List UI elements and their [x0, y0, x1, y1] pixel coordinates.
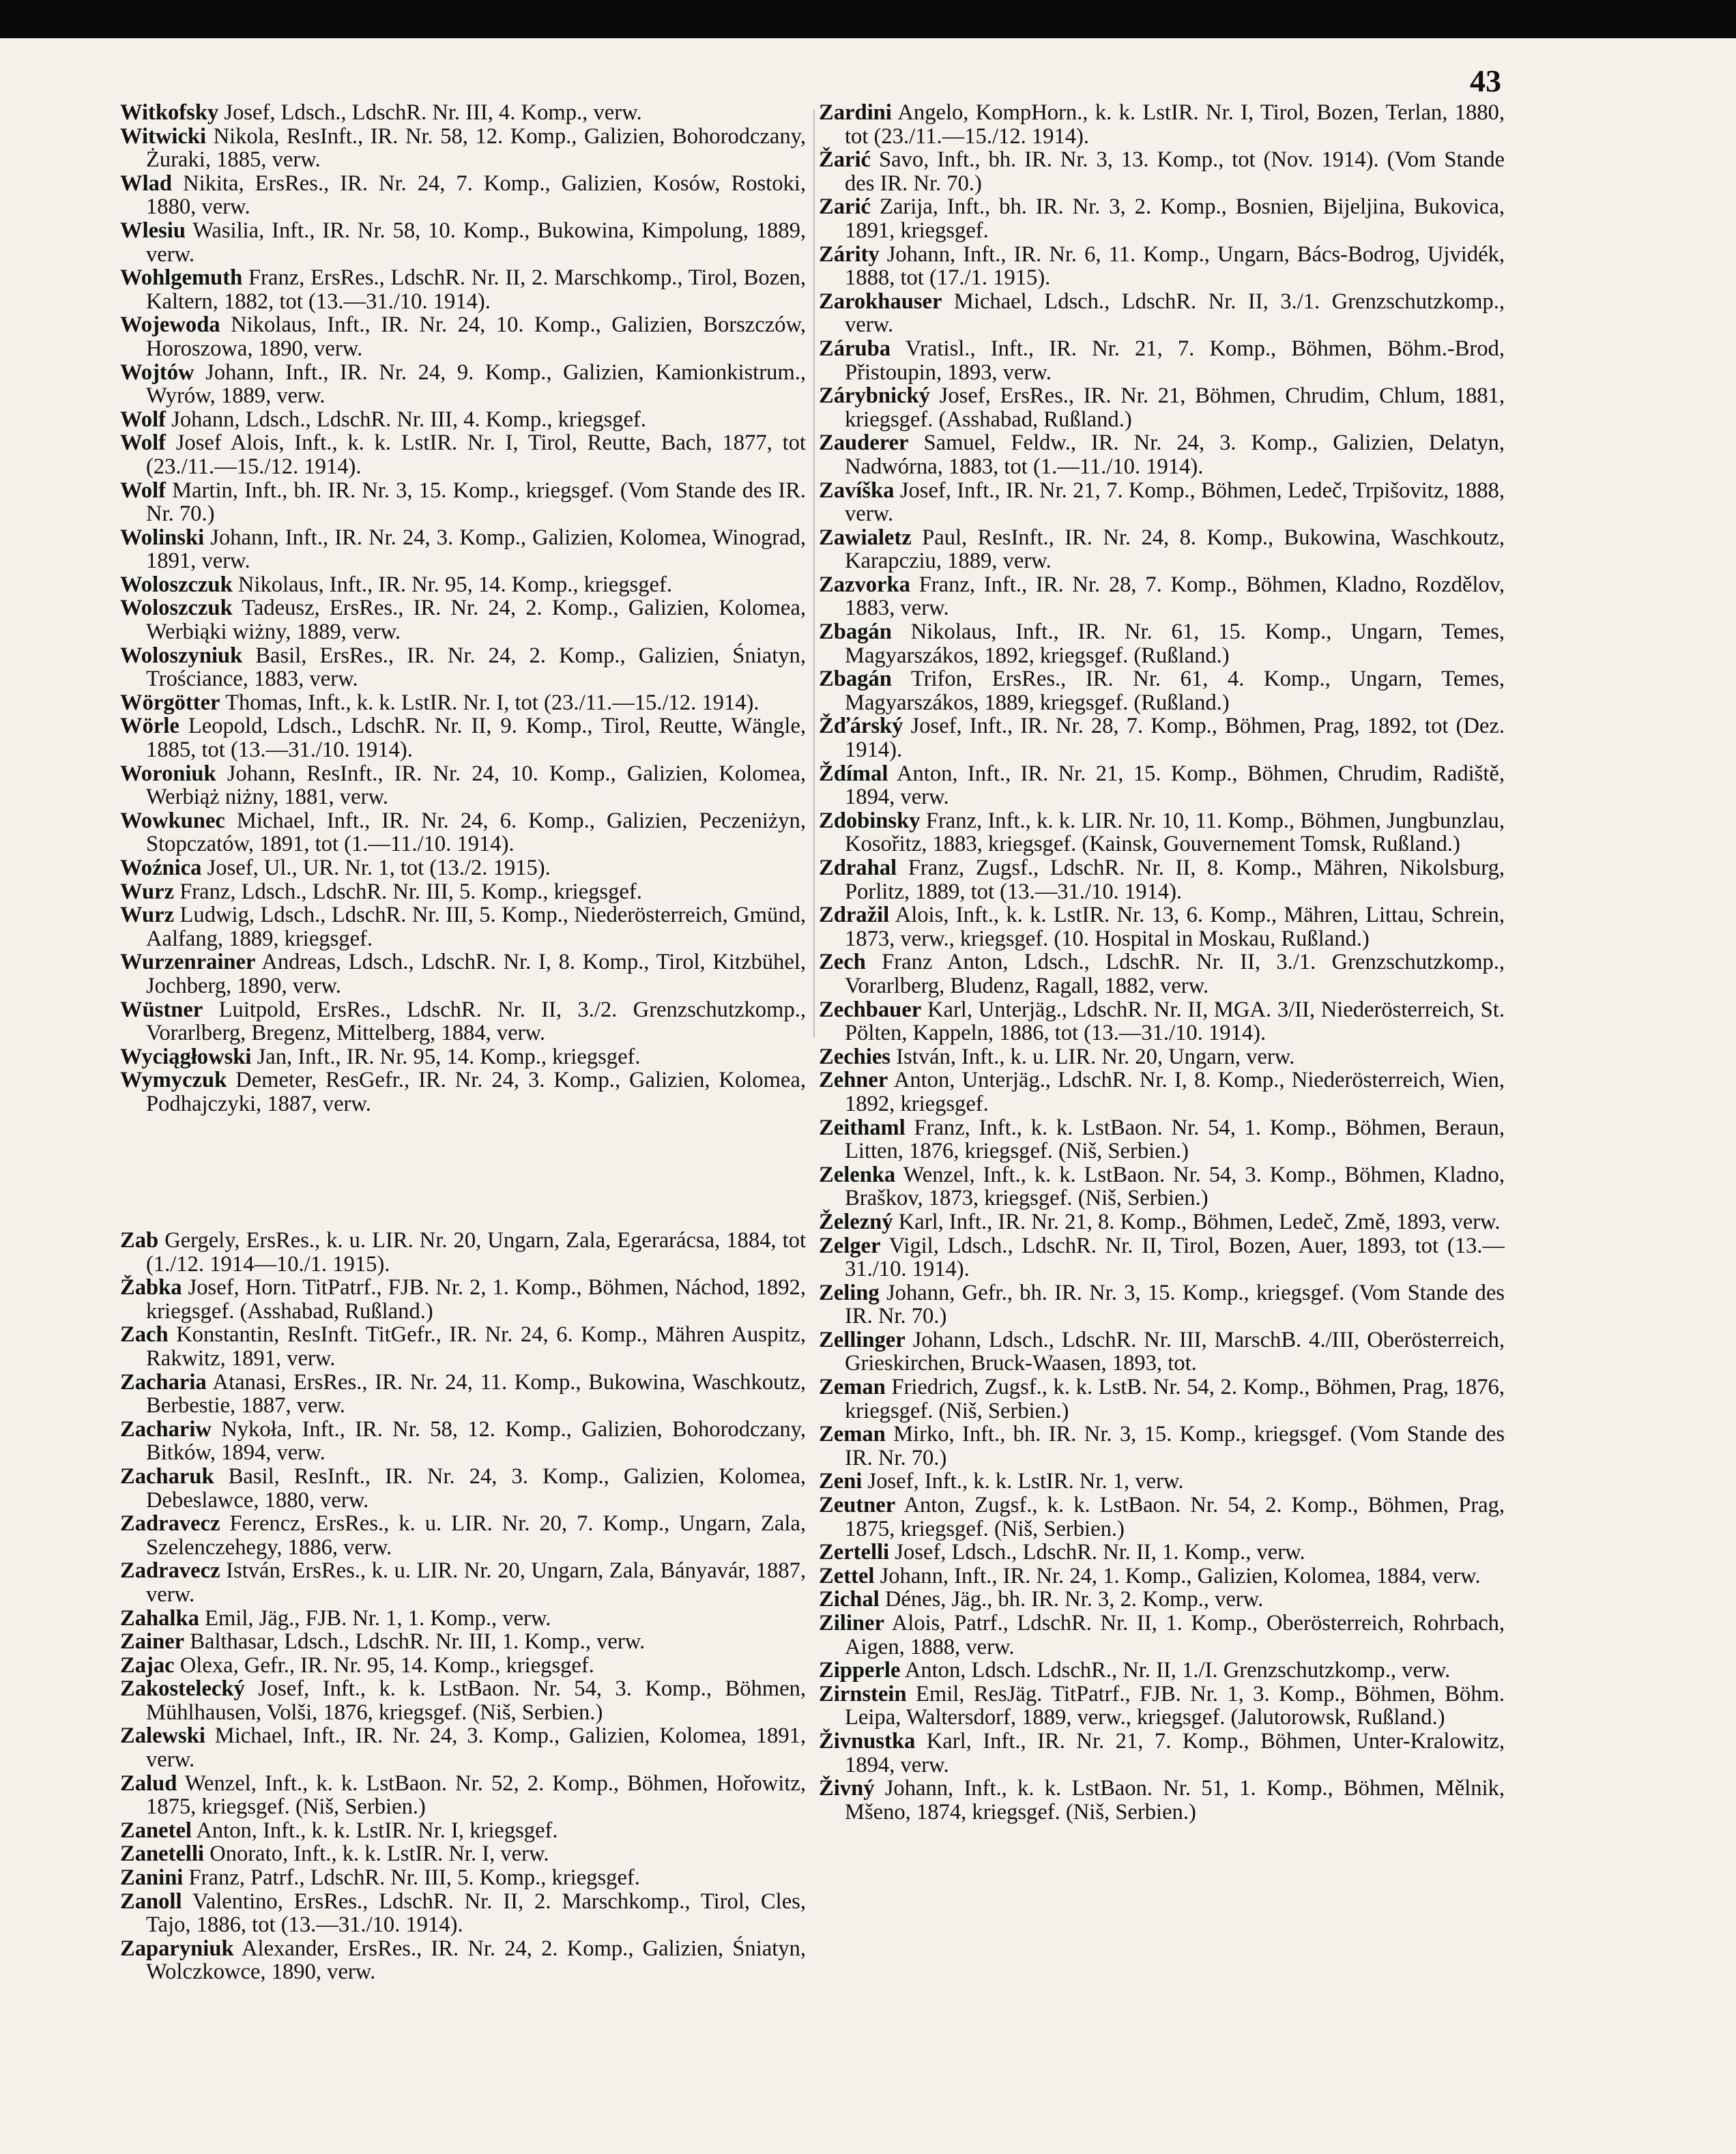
entry-surname: Zachariw: [120, 1416, 212, 1442]
list-item: [819, 1163, 1505, 1210]
entry-details: Franz, Patrf., LdschR. Nr. III, 5. Komp., kriegsgef.: [188, 1865, 640, 1891]
entry-details: Michael, Ldsch., LdschR. Nr. II, 3./1. Grenzschutzkomp., verw.: [845, 289, 1505, 338]
left-column-a: [120, 101, 806, 1116]
entry-surname: Zertelli: [819, 1540, 890, 1565]
entry-surname: Zechbauer: [819, 997, 922, 1022]
list-item: [120, 1607, 806, 1631]
entry-details: Nikola, ResInft., IR. Nr. 58, 12. Komp., Galizien, Bohorodczany, Żuraki, 1885, verw.: [146, 123, 806, 173]
list-item: [120, 856, 806, 880]
entry-details: Ferencz, ErsRes., k. u. LIR. Nr. 20, 7. Komp., Ungarn, Zala, Szelenczehegy, 1886, verw.: [146, 1511, 806, 1560]
entry-surname: Wojtów: [120, 360, 194, 385]
entry-details: Michael, Inft., IR. Nr. 24, 6. Komp., Galizien, Peczeniżyn, Stopczatów, 1891, tot (1.—11./10. 1914).: [146, 808, 806, 857]
list-item: [120, 1724, 806, 1771]
entry-details: Luitpold, ErsRes., LdschR. Nr. II, 3./2. Grenzschutzkomp., Vorarlberg, Bregenz, Mittelberg, 1884, verw.: [146, 997, 806, 1046]
entry-surname: Zdobinsky: [819, 808, 921, 833]
entry-surname: Wyciągłowski: [120, 1044, 252, 1069]
entry-surname: Zanetel: [120, 1818, 192, 1843]
entry-surname: Zárity: [819, 242, 880, 267]
entry-surname: Zaparyniuk: [120, 1936, 234, 1961]
entry-details: Nykoła, Inft., IR. Nr. 58, 12. Komp., Galizien, Bohorodczany, Bitków, 1894, verw.: [146, 1416, 806, 1466]
entry-surname: Wolf: [120, 478, 166, 503]
list-item: [819, 1730, 1505, 1777]
list-item: [819, 620, 1505, 667]
entry-details: Johann, Inft., IR. Nr. 24, 3. Komp., Galizien, Kolomea, Winograd, 1891, verw.: [146, 525, 806, 574]
list-item: [120, 1371, 806, 1418]
entry-surname: Zardini: [819, 100, 892, 125]
list-item: [120, 644, 806, 691]
entry-details: Josef, Inft., IR. Nr. 21, 7. Komp., Böhmen, Ledeč, Trpišovitz, 1888, verw.: [845, 478, 1505, 527]
list-item: [120, 1890, 806, 1937]
list-item: [819, 903, 1505, 950]
entry-surname: Zacharuk: [120, 1464, 214, 1489]
entry-details: Franz, Inft., IR. Nr. 28, 7. Komp., Böhmen, Kladno, Rozdělov, 1883, verw.: [845, 572, 1505, 621]
list-item: [120, 903, 806, 950]
list-item: [120, 1630, 806, 1654]
entry-details: Josef, Inft., k. k. LstIR. Nr. 1, verw.: [867, 1469, 1184, 1494]
entry-surname: Zeman: [819, 1422, 886, 1447]
entry-details: Nikolaus, Inft., IR. Nr. 95, 14. Komp., kriegsgef.: [237, 572, 672, 597]
entry-surname: Zeling: [819, 1280, 880, 1305]
entry-details: Johann, Inft., k. k. LstBaon. Nr. 51, 1. Komp., Böhmen, Mělnik, Mšeno, 1874, kriegsgef. (Niš, Serbien.): [845, 1776, 1505, 1824]
entry-surname: Zawialetz: [819, 525, 912, 550]
entry-surname: Zazvorka: [819, 572, 910, 597]
entry-surname: Zellinger: [819, 1327, 906, 1352]
list-item: [819, 573, 1505, 620]
entry-surname: Zbagán: [819, 620, 892, 645]
entry-details: Alois, Patrf., LdschR. Nr. II, 1. Komp., Oberösterreich, Rohrbach, Aigen, 1888, verw.: [845, 1611, 1505, 1659]
entry-surname: Zichal: [819, 1587, 880, 1612]
list-item: [819, 998, 1505, 1045]
list-item: [120, 691, 806, 715]
list-item: [819, 667, 1505, 714]
list-item: [120, 998, 806, 1045]
list-item: [120, 1866, 806, 1890]
list-item: [819, 1234, 1505, 1281]
entry-details: Johann, Inft., IR. Nr. 24, 9. Komp., Galizien, Kamionkistrum., Wyrów, 1889, verw.: [146, 360, 806, 409]
entry-details: Gergely, ErsRes., k. u. LIR. Nr. 20, Ungarn, Zala, Egerarácsa, 1884, tot (1./12. 1914—10./1. 1915).: [146, 1228, 806, 1277]
list-item: [819, 1116, 1505, 1163]
list-item: [120, 1418, 806, 1465]
entry-surname: Wolf: [120, 407, 166, 432]
entry-details: Alois, Inft., k. k. LstIR. Nr. 13, 6. Komp., Mähren, Littau, Schrein, 1873, verw., kriegsgef. (10. Hospital in Moskau, Rußland.): [845, 903, 1505, 951]
list-item: [819, 1659, 1505, 1683]
list-item: [819, 101, 1505, 148]
entry-details: Karl, Inft., IR. Nr. 21, 8. Komp., Böhmen, Ledeč, Změ, 1893, verw.: [898, 1209, 1501, 1234]
column-divider: [813, 109, 815, 1037]
entry-details: Leopold, Ldsch., LdschR. Nr. II, 9. Komp., Tirol, Reutte, Wängle, 1885, tot (13.—31./10. 1914).: [146, 714, 806, 763]
list-item: [819, 1588, 1505, 1612]
entry-surname: Wymyczuk: [120, 1068, 227, 1093]
entry-surname: Zadravecz: [120, 1511, 220, 1537]
entry-details: István, ErsRes., k. u. LIR. Nr. 20, Ungarn, Zala, Bányavár, 1887, verw.: [146, 1558, 806, 1607]
list-item: [819, 856, 1505, 903]
entry-details: Franz, Zugsf., LdschR. Nr. II, 8. Komp., Mähren, Nikolsburg, Porlitz, 1889, tot (13.—31./10. 1914).: [845, 856, 1505, 904]
list-item: [819, 243, 1505, 290]
list-item: [819, 290, 1505, 337]
entry-surname: Živnustka: [819, 1728, 916, 1753]
list-item: [819, 762, 1505, 809]
entry-surname: Woźnica: [120, 856, 202, 880]
entry-details: Angelo, KompHorn., k. k. LstIR. Nr. I, Tirol, Bozen, Terlan, 1880, tot (23./11.—15./12. 1914).: [845, 100, 1505, 149]
entry-surname: Zeithaml: [819, 1115, 906, 1140]
list-item: [819, 1612, 1505, 1659]
entry-surname: Zanini: [120, 1865, 184, 1891]
list-item: [120, 1512, 806, 1559]
list-item: [819, 148, 1505, 195]
list-item: [120, 172, 806, 219]
entry-details: Vratisl., Inft., IR. Nr. 21, 7. Komp., Böhmen, Böhm.-Brod, Přistoupin, 1893, verw.: [845, 336, 1505, 385]
entry-surname: Žďárský: [819, 714, 903, 739]
list-item: [819, 1683, 1505, 1730]
entry-surname: Žarić: [819, 147, 871, 173]
entry-details: Johann, ResInft., IR. Nr. 24, 10. Komp., Galizien, Kolomea, Werbiąż niżny, 1881, verw.: [146, 761, 806, 810]
left-column-b: [120, 1229, 806, 1984]
entry-details: Vigil, Ldsch., LdschR. Nr. II, Tirol, Bozen, Auer, 1893, tot (13.—31./10. 1914).: [845, 1233, 1505, 1282]
entry-details: Demeter, ResGefr., IR. Nr. 24, 3. Komp., Galizien, Kolomea, Podhajczyki, 1887, verw.: [146, 1068, 806, 1116]
entry-details: Johann, Ldsch., LdschR. Nr. III, 4. Komp., kriegsgef.: [171, 407, 646, 432]
list-item: [819, 1564, 1505, 1588]
entry-surname: Zettel: [819, 1563, 875, 1588]
list-item: [120, 408, 806, 432]
entry-details: Nikolaus, Inft., IR. Nr. 61, 15. Komp., Ungarn, Temes, Magyarszákos, 1892, kriegsgef. (Rußland.): [845, 620, 1505, 668]
entry-details: Wenzel, Inft., k. k. LstBaon. Nr. 54, 3. Komp., Böhmen, Kladno, Braškov, 1873, kriegsgef. (Niš, Serbien.): [845, 1162, 1505, 1211]
entry-details: Josef, Ul., UR. Nr. 1, tot (13./2. 1915).: [207, 856, 551, 880]
entry-surname: Woloszczuk: [120, 572, 233, 597]
entry-surname: Zainer: [120, 1629, 185, 1655]
entry-surname: Zeni: [819, 1469, 863, 1494]
entry-details: Wasilia, Inft., IR. Nr. 58, 10. Komp., Bukowina, Kimpolung, 1889, verw.: [146, 218, 807, 267]
list-item: [819, 1045, 1505, 1069]
list-item: [120, 1068, 806, 1116]
list-item: [819, 526, 1505, 573]
entry-details: Balthasar, Ldsch., LdschR. Nr. III, 1. Komp., verw.: [190, 1629, 646, 1655]
entry-details: Anton, Unterjäg., LdschR. Nr. I, 8. Komp., Niederösterreich, Wien, 1892, kriegsgef.: [845, 1068, 1505, 1116]
list-item: [819, 195, 1505, 242]
list-item: [819, 950, 1505, 998]
entry-surname: Wurz: [120, 903, 175, 928]
entry-surname: Wlad: [120, 171, 173, 196]
entry-surname: Zakostelecký: [120, 1676, 245, 1702]
entry-surname: Wohlgemuth: [120, 265, 243, 291]
list-item: [819, 1470, 1505, 1494]
entry-surname: Wurzenrainer: [120, 950, 256, 975]
entry-details: Johann, Gefr., bh. IR. Nr. 3, 15. Komp., kriegsgef. (Vom Stande des IR. Nr. 70.): [845, 1280, 1505, 1329]
entry-surname: Zab: [120, 1228, 159, 1253]
list-item: [120, 1045, 806, 1069]
entry-details: Emil, ResJäg. TitPatrf., FJB. Nr. 1, 3. Komp., Böhmen, Böhm. Leipa, Waltersdorf, 1889, verw., kriegsgef. (Jalutorowsk, Rußland.): [845, 1681, 1505, 1730]
list-item: [120, 596, 806, 643]
entry-details: Johann, Inft., IR. Nr. 6, 11. Komp., Ungarn, Bács-Bodrog, Ujvidék, 1888, tot (17./1. 1915).: [845, 242, 1505, 291]
entry-surname: Ždímal: [819, 761, 888, 786]
list-item: [120, 1229, 806, 1276]
entry-surname: Wörle: [120, 714, 179, 739]
entry-details: Karl, Unterjäg., LdschR. Nr. II, MGA. 3/II, Niederösterreich, St. Pölten, Kappeln, 1886, tot (13.—31./10. 1914).: [845, 997, 1505, 1046]
entry-details: Franz Anton, Ldsch., LdschR. Nr. II, 3./1. Grenzschutzkomp., Vorarlberg, Bludenz, Ragall, 1882, verw.: [845, 950, 1505, 998]
entry-details: Trifon, ErsRes., IR. Nr. 61, 4. Komp., Ungarn, Temes, Magyarszákos, 1889, kriegsgef. (Rußland.): [845, 667, 1505, 715]
entry-surname: Zauderer: [819, 431, 909, 456]
entry-details: Wenzel, Inft., k. k. LstBaon. Nr. 52, 2. Komp., Böhmen, Hořowitz, 1875, kriegsgef. (Niš, Serbien.): [146, 1771, 806, 1820]
list-item: [120, 809, 806, 856]
entry-surname: Zipperle: [819, 1658, 901, 1683]
entry-surname: Zelger: [819, 1233, 881, 1258]
list-item: [120, 1677, 806, 1724]
entry-surname: Zalewski: [120, 1723, 205, 1749]
entry-surname: Zechies: [819, 1044, 891, 1069]
entry-surname: Wojewoda: [120, 312, 220, 338]
entry-details: Josef Alois, Inft., k. k. LstIR. Nr. I, Tirol, Reutte, Bach, 1877, tot (23./11.—15./12. 1914).: [146, 431, 806, 479]
list-item: [120, 1465, 806, 1512]
entry-surname: Zbagán: [819, 667, 892, 692]
entry-surname: Záruba: [819, 336, 891, 361]
list-item: [120, 1323, 806, 1370]
entry-surname: Woroniuk: [120, 761, 216, 786]
entry-details: Josef, ErsRes., IR. Nr. 21, Böhmen, Chrudim, Chlum, 1881, kriegsgef. (Asshabad, Rußland.): [845, 383, 1505, 432]
list-item: [120, 1819, 806, 1843]
entry-surname: Zajac: [120, 1653, 175, 1678]
entry-details: Friedrich, Zugsf., k. k. LstB. Nr. 54, 2. Komp., Böhmen, Prag, 1876, kriegsgef. (Niš, Serbien.): [845, 1375, 1505, 1423]
entry-surname: Zach: [120, 1322, 169, 1348]
entry-details: Franz, ErsRes., LdschR. Nr. II, 2. Marschkomp., Tirol, Bozen, Kaltern, 1882, tot (13.—31./10. 1914).: [146, 265, 806, 314]
entry-details: Jan, Inft., IR. Nr. 95, 14. Komp., kriegsgef.: [257, 1044, 641, 1069]
entry-details: Alexander, ErsRes., IR. Nr. 24, 2. Komp., Galizien, Śniatyn, Wolczkowce, 1890, verw.: [146, 1936, 806, 1985]
list-item: [819, 1777, 1505, 1824]
entry-surname: Zelenka: [819, 1162, 896, 1187]
list-item: [120, 1559, 806, 1606]
entry-surname: Zdražil: [819, 903, 890, 928]
entry-surname: Wolinski: [120, 525, 205, 550]
list-item: [819, 1328, 1505, 1376]
entry-details: Emil, Jäg., FJB. Nr. 1, 1. Komp., verw.: [205, 1605, 551, 1631]
right-column: [819, 101, 1505, 1824]
list-item: [819, 1376, 1505, 1423]
entry-details: Nikolaus, Inft., IR. Nr. 24, 10. Komp., Galizien, Borszczów, Horoszowa, 1890, verw.: [146, 312, 806, 361]
entry-surname: Woloszczuk: [120, 596, 233, 621]
list-item: [819, 809, 1505, 856]
entry-surname: Zehner: [819, 1068, 888, 1093]
list-item: [120, 573, 806, 597]
entry-surname: Zalud: [120, 1771, 177, 1796]
entry-details: Tadeusz, ErsRes., IR. Nr. 24, 2. Komp., Galizien, Kolomea, Werbiąki wiżny, 1889, verw.: [146, 596, 806, 645]
list-item: [819, 1423, 1505, 1470]
entry-details: István, Inft., k. u. LIR. Nr. 20, Ungarn, verw.: [896, 1044, 1295, 1069]
entry-surname: Zeutner: [819, 1493, 896, 1518]
entry-details: Franz, Inft., k. k. LstBaon. Nr. 54, 1. Komp., Böhmen, Beraun, Litten, 1876, kriegsgef. (Niš, Serbien.): [845, 1115, 1505, 1164]
entry-surname: Wüstner: [120, 997, 203, 1022]
document-page: [0, 38, 1736, 2154]
entry-details: Atanasi, ErsRes., IR. Nr. 24, 11. Komp., Bukowina, Waschkoutz, Berbestie, 1887, verw.: [146, 1369, 806, 1418]
entry-surname: Zacharia: [120, 1369, 207, 1395]
list-item: [819, 1068, 1505, 1116]
entry-details: Josef, Inft., IR. Nr. 28, 7. Komp., Böhmen, Prag, 1892, tot (Dez. 1914).: [845, 714, 1505, 763]
entry-details: Andreas, Ldsch., LdschR. Nr. I, 8. Komp., Tirol, Kitzbühel, Jochberg, 1890, verw.: [146, 950, 806, 998]
list-item: [819, 1494, 1505, 1541]
list-item: [120, 431, 806, 478]
entry-surname: Zanetelli: [120, 1842, 205, 1867]
list-item: [120, 101, 806, 125]
list-item: [120, 313, 806, 360]
list-item: [120, 479, 806, 526]
entry-surname: Železný: [819, 1209, 893, 1234]
list-item: [819, 1541, 1505, 1564]
entry-details: Konstantin, ResInft. TitGefr., IR. Nr. 24, 6. Komp., Mähren Auspitz, Rakwitz, 1891, verw.: [146, 1322, 806, 1371]
list-item: [120, 1937, 806, 1984]
list-item: [120, 714, 806, 761]
entry-details: Johann, Ldsch., LdschR. Nr. III, MarschB. 4./III, Oberösterreich, Grieskirchen, Bruck-Waasen, 1893, tot.: [845, 1327, 1505, 1376]
list-item: [819, 1281, 1505, 1328]
entry-details: Josef, Ldsch., LdschR. Nr. II, 1. Komp., verw.: [895, 1540, 1305, 1565]
entry-details: Zarija, Inft., bh. IR. Nr. 3, 2. Komp., Bosnien, Bijeljina, Bukovica, 1891, kriegsgef.: [845, 194, 1505, 243]
entry-surname: Zarić: [819, 194, 871, 220]
entry-details: Dénes, Jäg., bh. IR. Nr. 3, 2. Komp., verw.: [884, 1587, 1264, 1612]
entry-details: Anton, Inft., k. k. LstIR. Nr. I, kriegsgef.: [196, 1818, 558, 1843]
list-item: [819, 714, 1505, 761]
entry-details: Thomas, Inft., k. k. LstIR. Nr. I, tot (23./11.—15./12. 1914).: [225, 690, 760, 715]
entry-surname: Wlesiu: [120, 218, 186, 243]
list-item: [819, 384, 1505, 431]
entry-surname: Zeman: [819, 1375, 886, 1400]
entry-details: Martin, Inft., bh. IR. Nr. 3, 15. Komp., kriegsgef. (Vom Stande des IR. Nr. 70.): [146, 478, 806, 527]
entry-details: Josef, Ldsch., LdschR. Nr. III, 4. Komp., verw.: [224, 100, 642, 125]
entry-details: Nikita, ErsRes., IR. Nr. 24, 7. Komp., Galizien, Kosów, Rostoki, 1880, verw.: [146, 171, 806, 220]
entry-details: Basil, ErsRes., IR. Nr. 24, 2. Komp., Galizien, Śniatyn, Trościance, 1883, verw.: [146, 643, 806, 692]
entry-surname: Ziliner: [819, 1611, 884, 1635]
list-item: [120, 1842, 806, 1866]
entry-surname: Wörgötter: [120, 690, 220, 715]
entry-surname: Zech: [819, 950, 866, 975]
entry-details: Ludwig, Ldsch., LdschR. Nr. III, 5. Komp., Niederösterreich, Gmünd, Aalfang, 1889, kriegsgef.: [146, 903, 806, 951]
entry-details: Samuel, Feldw., IR. Nr. 24, 3. Komp., Galizien, Delatyn, Nadwórna, 1883, tot (1.—11./10. 1914).: [845, 431, 1505, 479]
entry-surname: Witwicki: [120, 123, 207, 149]
entry-surname: Zahalka: [120, 1605, 199, 1631]
entry-surname: Zadravecz: [120, 1558, 220, 1584]
entry-details: Basil, ResInft., IR. Nr. 24, 3. Komp., Galizien, Kolomea, Debeslawce, 1880, verw.: [146, 1464, 806, 1513]
entry-details: Johann, Inft., IR. Nr. 24, 1. Komp., Galizien, Kolomea, 1884, verw.: [880, 1563, 1481, 1588]
entry-details: Anton, Inft., IR. Nr. 21, 15. Komp., Böhmen, Chrudim, Radiště, 1894, verw.: [845, 761, 1505, 810]
entry-surname: Wolf: [120, 431, 166, 456]
entry-details: Mirko, Inft., bh. IR. Nr. 3, 15. Komp., kriegsgef. (Vom Stande des IR. Nr. 70.): [845, 1422, 1505, 1470]
list-item: [819, 431, 1505, 478]
entry-details: Paul, ResInft., IR. Nr. 24, 8. Komp., Bukowina, Waschkoutz, Karapcziu, 1889, verw.: [845, 525, 1505, 574]
entry-details: Karl, Inft., IR. Nr. 21, 7. Komp., Böhmen, Unter-Kralowitz, 1894, verw.: [845, 1728, 1505, 1777]
list-item: [120, 266, 806, 313]
list-item: [120, 880, 806, 904]
entry-details: Franz, Inft., k. k. LIR. Nr. 10, 11. Komp., Böhmen, Jungbunzlau, Kosořitz, 1883, kriegsgef. (Kainsk, Gouvernement Tomsk, Rußland.): [845, 808, 1505, 857]
entry-surname: Zdrahal: [819, 856, 897, 880]
entry-details: Olexa, Gefr., IR. Nr. 95, 14. Komp., kriegsgef.: [179, 1653, 594, 1678]
list-item: [120, 125, 806, 172]
entry-surname: Zirnstein: [819, 1681, 907, 1706]
entry-details: Onorato, Inft., k. k. LstIR. Nr. I, verw.: [209, 1842, 549, 1867]
page-number: 43: [1470, 63, 1501, 98]
list-item: [120, 1772, 806, 1819]
entry-surname: Živný: [819, 1776, 875, 1801]
entry-details: Franz, Ldsch., LdschR. Nr. III, 5. Komp., kriegsgef.: [179, 879, 642, 904]
entry-surname: Wowkunec: [120, 808, 225, 833]
entry-details: Valentino, ErsRes., LdschR. Nr. II, 2. Marschkomp., Tirol, Cles, Tajo, 1886, tot (13.—31./10. 1914).: [146, 1889, 806, 1938]
list-item: [819, 1210, 1505, 1234]
list-item: [120, 1654, 806, 1678]
list-item: [120, 950, 806, 998]
entry-surname: Zarokhauser: [819, 289, 942, 314]
list-item: [120, 526, 806, 573]
entry-details: Josef, Inft., k. k. LstBaon. Nr. 54, 3. Komp., Böhmen, Mühlhausen, Volši, 1876, kriegsgef. (Niš, Serbien.): [146, 1676, 806, 1725]
entry-surname: Žabka: [120, 1275, 182, 1300]
entry-details: Anton, Ldsch. LdschR., Nr. II, 1./I. Grenzschutzkomp., verw.: [904, 1658, 1451, 1683]
entry-surname: Zárybnický: [819, 383, 930, 409]
entry-surname: Woloszyniuk: [120, 643, 243, 668]
list-item: [819, 337, 1505, 384]
entry-surname: Zavíška: [819, 478, 895, 503]
entry-details: Josef, Horn. TitPatrf., FJB. Nr. 2, 1. Komp., Böhmen, Náchod, 1892, kriegsgef. (Asshabad, Rußland.): [146, 1275, 806, 1324]
entry-details: Savo, Inft., bh. IR. Nr. 3, 13. Komp., tot (Nov. 1914). (Vom Stande des IR. Nr. 70.): [845, 147, 1505, 196]
list-item: [819, 479, 1505, 526]
entry-surname: Witkofsky: [120, 100, 219, 125]
entry-surname: Wurz: [120, 879, 175, 904]
list-item: [120, 219, 806, 266]
list-item: [120, 361, 806, 408]
entry-details: Michael, Inft., IR. Nr. 24, 3. Komp., Galizien, Kolomea, 1891, verw.: [146, 1723, 806, 1773]
entry-details: Anton, Zugsf., k. k. LstBaon. Nr. 54, 2. Komp., Böhmen, Prag, 1875, kriegsgef. (Niš, Serbien.): [845, 1493, 1505, 1541]
list-item: [120, 762, 806, 809]
list-item: [120, 1276, 806, 1323]
entry-surname: Zanoll: [120, 1889, 182, 1914]
